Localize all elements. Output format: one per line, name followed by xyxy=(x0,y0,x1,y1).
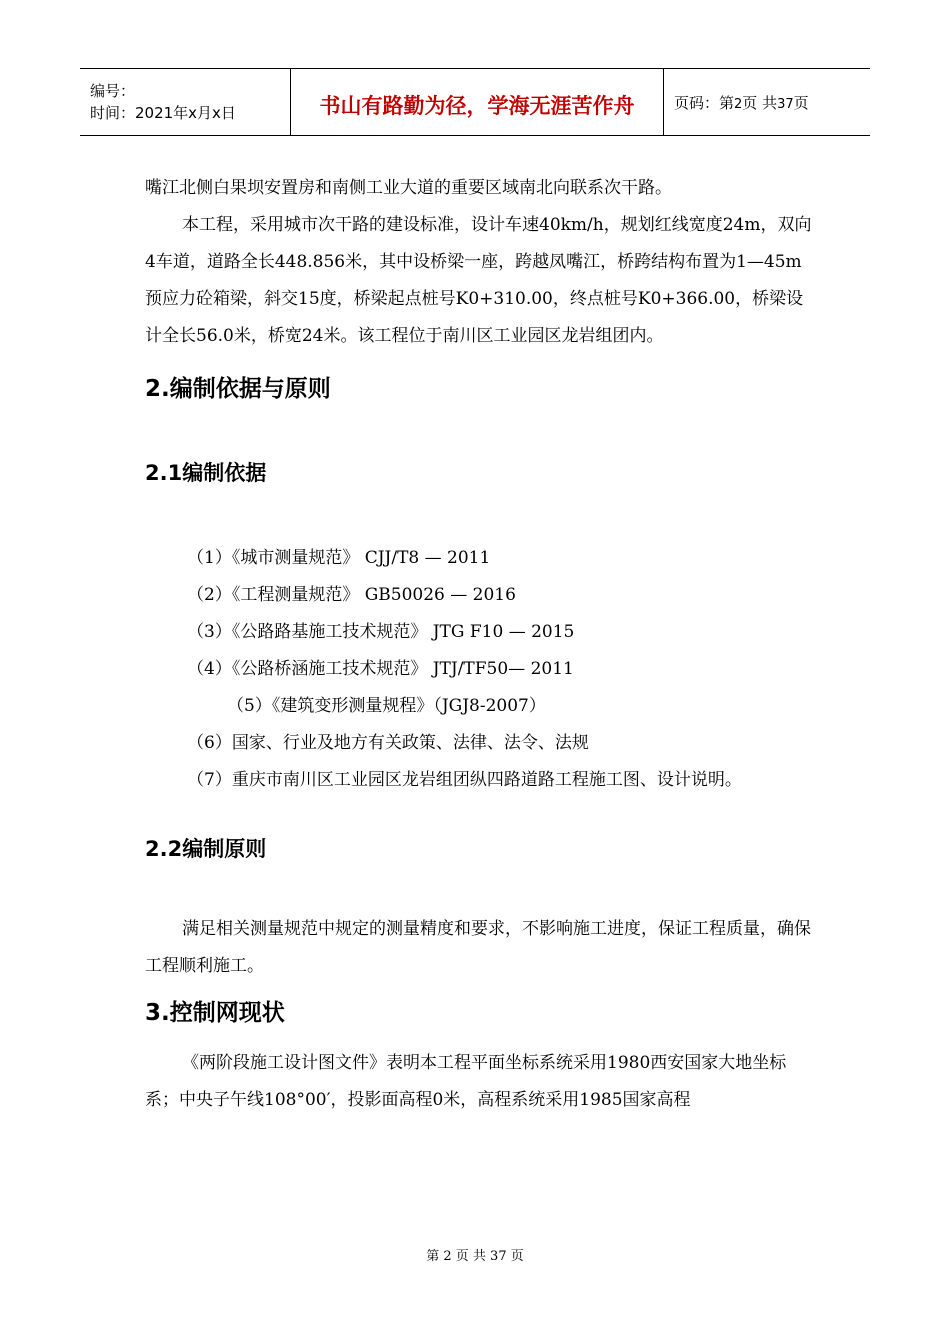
page-header xyxy=(80,68,870,136)
paragraph-project-overview: 本工程，采用城市次干路的建设标准，设计车速40km/h，规划红线宽度24m，双向4车道，道路全长448.856米，其中设桥梁一座，跨越凤嘴江，桥跨结构布置为1—45m预应力砼箱梁，斜交15度，桥梁起点桩号K0+310.00，终点桩号K0+366.00，桥梁设计全长56.0米，桥宽24米。该工程位于南川区工业园区龙岩组团内。 xyxy=(145,215,812,346)
list-item: （4）《公路桥涵施工技术规范》 JTJ/TF50— 2011 xyxy=(187,659,574,679)
list-item: （3）《公路路基施工技术规范》 JTG F10 — 2015 xyxy=(187,622,575,642)
page-suffix: 页 xyxy=(793,93,809,112)
page-current: 2 xyxy=(734,96,743,112)
heading-section-2: 2.编制依据与原则 xyxy=(145,376,331,402)
page-total: 37 xyxy=(777,96,794,112)
heading-section-2-2: 2.2编制原则 xyxy=(145,837,267,861)
header-page-info xyxy=(664,69,871,136)
list-item: （2）《工程测量规范》 GB50026 — 2016 xyxy=(187,585,516,605)
list-item: （1）《城市测量规范》 CJJ/T8 — 2011 xyxy=(187,548,491,568)
document-time-label: 时间：2021年x月x日 xyxy=(90,104,236,122)
header-motto: 书山有路勤为径，学海无涯苦作舟 xyxy=(291,69,664,136)
header-meta xyxy=(80,69,291,136)
paragraph-control-network: 《两阶段施工设计图文件》表明本工程平面坐标系统采用1980西安国家大地坐标系；中央子午线108°00′，投影面高程0米，高程系统采用1985国家高程 xyxy=(145,1053,787,1110)
list-item: （7）重庆市南川区工业园区龙岩组团纵四路道路工程施工图、设计说明。 xyxy=(187,770,742,790)
heading-section-3: 3.控制网现状 xyxy=(145,1000,285,1026)
paragraph-principles: 满足相关测量规范中规定的测量精度和要求，不影响施工进度，保证工程质量，确保工程顺利施工。 xyxy=(145,919,811,976)
page-mid: 页 共 xyxy=(742,93,778,112)
heading-section-2-1: 2.1编制依据 xyxy=(145,461,267,485)
list-item: （5）《建筑变形测量规程》（JGJ8-2007） xyxy=(227,696,546,716)
page-prefix: 页码：第 xyxy=(674,93,735,112)
document-body xyxy=(145,170,815,1119)
list-item: （6）国家、行业及地方有关政策、法律、法令、法规 xyxy=(187,733,589,753)
page-footer: 第 2 页 共 37 页 xyxy=(426,1249,524,1264)
paragraph-continuation: 嘴江北侧白果坝安置房和南侧工业大道的重要区域南北向联系次干路。 xyxy=(145,178,672,198)
basis-list xyxy=(145,540,815,799)
document-number-label: 编号： xyxy=(90,82,136,100)
